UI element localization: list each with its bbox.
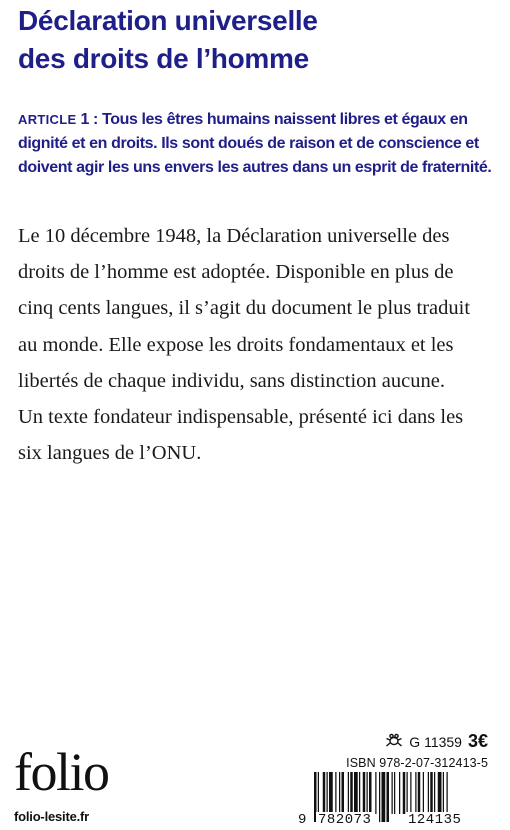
barcode-bar	[342, 772, 345, 814]
article-line-1	[18, 108, 500, 132]
article-line-2: dignité et en droits. Ils sont doués de raison et de conscience et	[18, 135, 479, 152]
article-line-3: doivent agir les uns envers les autres dans un esprit de fraternité.	[18, 159, 492, 176]
description-line: libertés de chaque individu, sans distinction aucune.	[18, 369, 445, 392]
barcode-bar	[438, 772, 442, 814]
catalog-code: G 11359	[409, 733, 462, 750]
description-line: droits de l’homme est adoptée. Disponible en plus de	[18, 261, 454, 284]
barcode-bar	[415, 772, 416, 814]
barcode-bar	[410, 772, 411, 814]
book-title	[18, 2, 498, 78]
barcode-bar	[434, 772, 435, 814]
barcode-bar	[359, 772, 360, 814]
barcode-bar	[392, 772, 393, 814]
article-1-quote	[18, 108, 500, 180]
description-line: cinq cents langues, il s’agit du document le plus traduit	[18, 297, 471, 320]
barcode-bar	[428, 772, 429, 814]
book-title-line-2: des droits de l’homme	[18, 43, 309, 74]
description-line: Un texte fondateur indispensable, présenté ici dans les	[18, 406, 464, 429]
barcode-bar	[363, 772, 366, 814]
barcode-digits	[298, 812, 494, 828]
article-number: 1 :	[80, 111, 98, 128]
barcode-bar	[350, 772, 353, 814]
barcode-bar	[403, 772, 406, 814]
publisher-website: folio-lesite.fr	[14, 809, 90, 824]
barcode-bar	[423, 772, 424, 814]
barcode-bar	[394, 772, 395, 814]
barcode-group-1: 782073	[318, 812, 372, 828]
barcode-bar	[369, 772, 372, 814]
description-line: au monde. Elle expose les droits fondamentaux et les	[18, 333, 454, 356]
barcode-bar	[418, 772, 421, 814]
book-title-line-1: Déclaration universelle	[18, 5, 318, 36]
barcode-group-2: 124135	[408, 812, 462, 828]
price: 3€	[467, 731, 488, 751]
book-description	[18, 218, 500, 471]
publisher-block	[14, 742, 109, 824]
article-label: ARTICLE	[18, 112, 77, 127]
barcode-bar	[339, 772, 340, 814]
barcode-bar	[348, 772, 349, 814]
isbn: ISBN 978-2-07-312413-5	[346, 756, 488, 770]
barcode-bar	[375, 772, 376, 814]
price-row	[385, 731, 488, 752]
article-text-1: Tous les êtres humains naissent libres et égaux en	[102, 111, 468, 128]
description-line: six langues de l’ONU.	[18, 442, 202, 465]
folio-logo: folio	[14, 742, 109, 802]
barcode-bar	[329, 772, 333, 814]
barcode-bar	[443, 772, 444, 814]
barcode-bar	[327, 772, 328, 814]
barcode-bar	[354, 772, 358, 814]
barcode-bar	[335, 772, 336, 814]
barcode-bar	[430, 772, 433, 814]
description-line: Le 10 décembre 1948, la Déclaration universelle des	[18, 225, 450, 247]
barcode-bar	[407, 772, 408, 814]
barcode-bar	[367, 772, 368, 814]
grenouille-icon	[385, 732, 403, 751]
barcode-bar	[399, 772, 400, 814]
barcode-bar	[323, 772, 326, 814]
barcode	[298, 772, 494, 828]
barcode-lead-digit: 9	[298, 812, 307, 828]
